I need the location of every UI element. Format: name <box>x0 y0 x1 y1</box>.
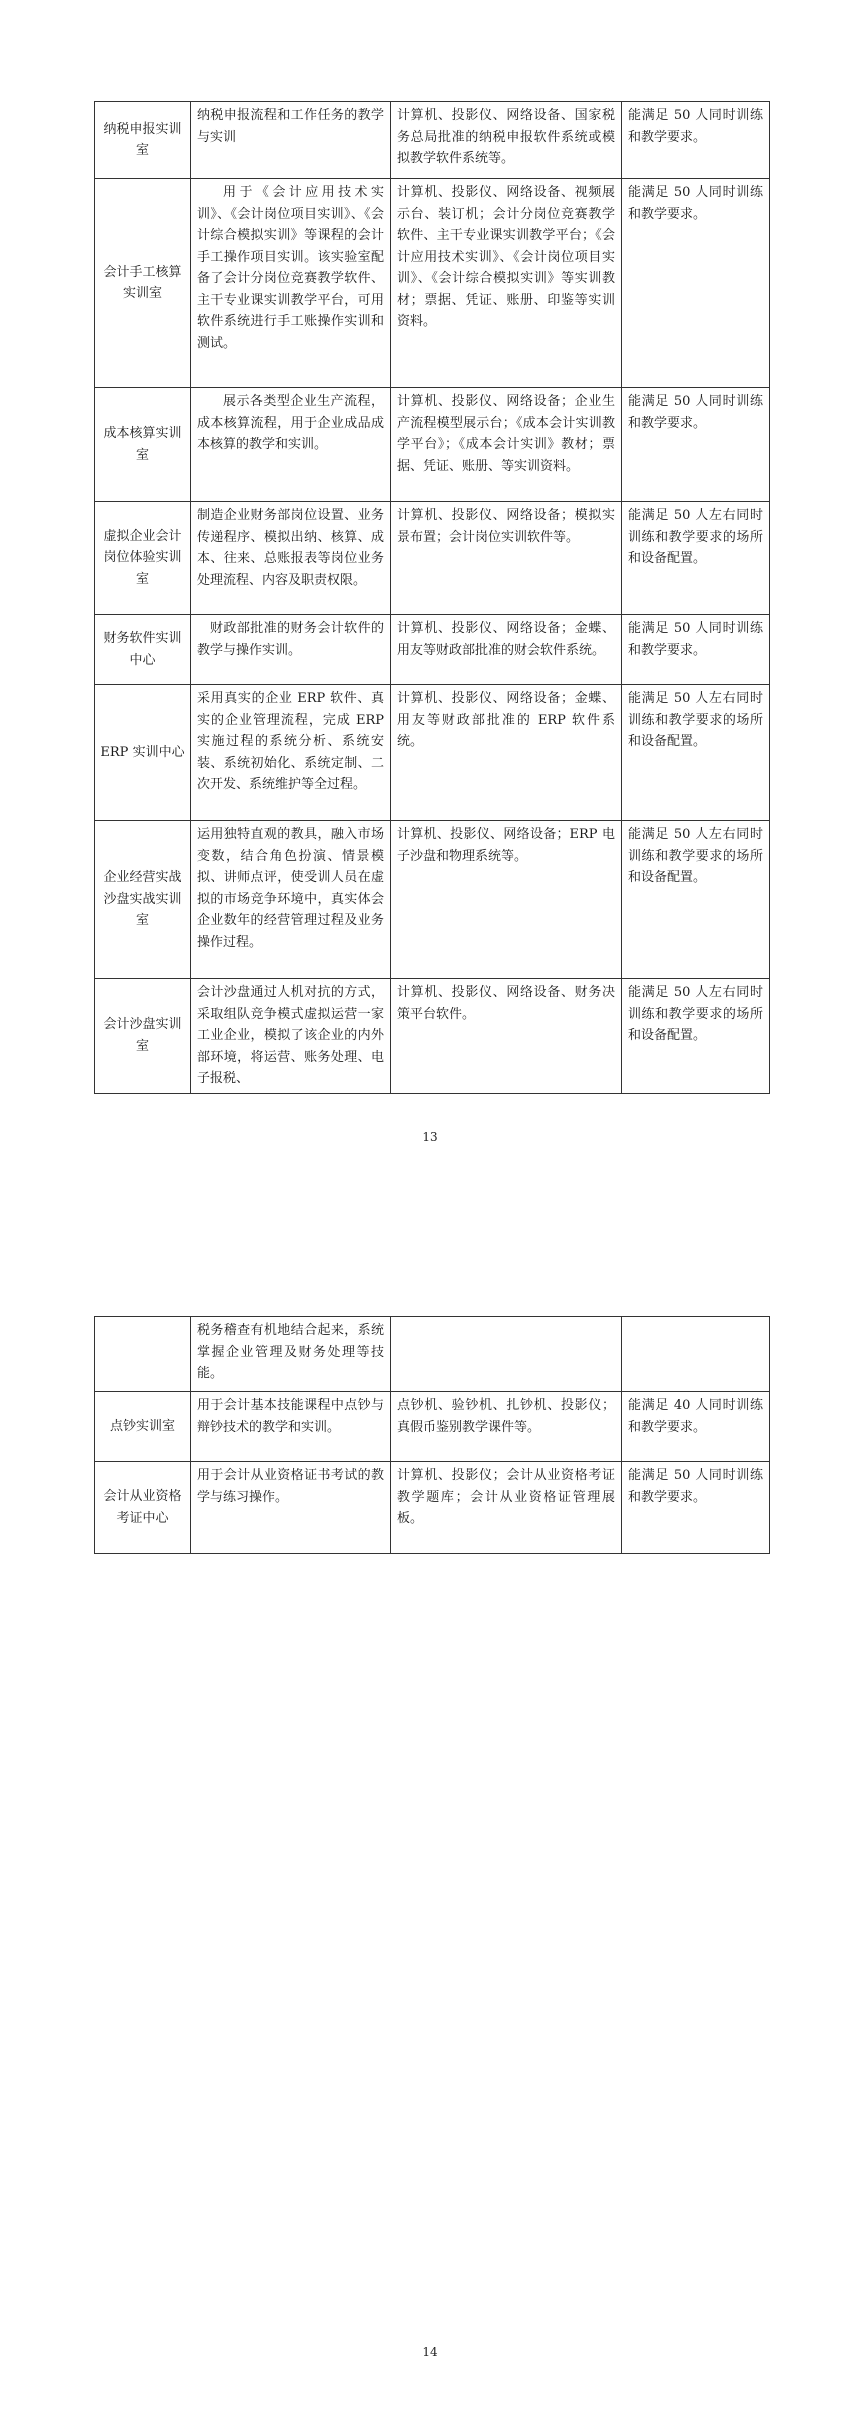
equipment-cell: 计算机、投影仪、网络设备；模拟实景布置；会计岗位实训软件等。 <box>391 502 622 615</box>
lab-name-cell <box>95 1317 191 1392</box>
lab-name-cell: 财务软件实训中心 <box>95 615 191 685</box>
capacity-cell: 能满足 50 人左右同时训练和教学要求的场所和设备配置。 <box>622 979 770 1094</box>
lab-name-cell: ERP 实训中心 <box>95 685 191 821</box>
page-number: 13 <box>422 1130 438 1144</box>
capacity-cell: 能满足 50 人同时训练和教学要求。 <box>622 102 770 179</box>
function-cell: 纳税申报流程和工作任务的教学与实训 <box>191 102 391 179</box>
table-row <box>95 102 770 179</box>
lab-name-cell: 会计从业资格考证中心 <box>95 1462 191 1554</box>
equipment-cell: 计算机、投影仪；会计从业资格考证教学题库；会计从业资格证管理展板。 <box>391 1462 622 1554</box>
equipment-cell: 计算机、投影仪、网络设备；ERP 电子沙盘和物理系统等。 <box>391 821 622 979</box>
lab-name-cell: 企业经营实战沙盘实战实训室 <box>95 821 191 979</box>
function-cell: 财政部批准的财务会计软件的教学与操作实训。 <box>191 615 391 685</box>
table-row <box>95 1392 770 1462</box>
table-row <box>95 502 770 615</box>
function-cell: 会计沙盘通过人机对抗的方式，采取组队竞争模式虚拟运营一家工业企业，模拟了该企业的内外部环境，将运营、账务处理、电子报税、 <box>191 979 391 1094</box>
function-cell: 运用独特直观的教具，融入市场变数，结合角色扮演、情景模拟、讲师点评，使受训人员在虚拟的市场竞争环境中，真实体会企业数年的经营管理过程及业务操作过程。 <box>191 821 391 979</box>
function-cell: 税务稽查有机地结合起来，系统掌握企业管理及财务处理等技能。 <box>191 1317 391 1392</box>
table-row <box>95 1317 770 1392</box>
lab-name-cell: 点钞实训室 <box>95 1392 191 1462</box>
equipment-cell: 计算机、投影仪、网络设备；金蝶、用友等财政部批准的财会软件系统。 <box>391 615 622 685</box>
table-row <box>95 979 770 1094</box>
function-cell: 展示各类型企业生产流程，成本核算流程，用于企业成品成本核算的教学和实训。 <box>191 388 391 502</box>
capacity-cell: 能满足 50 人同时训练和教学要求。 <box>622 179 770 388</box>
capacity-cell: 能满足 50 人同时训练和教学要求。 <box>622 1462 770 1554</box>
function-cell: 制造企业财务部岗位设置、业务传递程序、模拟出纳、核算、成本、往来、总账报表等岗位业务处理流程、内容及职责权限。 <box>191 502 391 615</box>
capacity-cell <box>622 1317 770 1392</box>
capacity-cell: 能满足 50 人同时训练和教学要求。 <box>622 615 770 685</box>
capacity-cell: 能满足 50 人同时训练和教学要求。 <box>622 388 770 502</box>
table-body <box>95 1317 770 1554</box>
function-cell: 采用真实的企业 ERP 软件、真实的企业管理流程，完成 ERP 实施过程的系统分析、系统安装、系统初始化、系统定制、二次开发、系统维护等全过程。 <box>191 685 391 821</box>
function-cell: 用于《会计应用技术实训》、《会计岗位项目实训》、《会计综合模拟实训》等课程的会计手工操作项目实训。该实验室配备了会计分岗位竞赛教学软件、主干专业课实训教学平台，可用软件系统进行手工账操作实训和测试。 <box>191 179 391 388</box>
function-cell: 用于会计基本技能课程中点钞与辩钞技术的教学和实训。 <box>191 1392 391 1462</box>
equipment-cell: 计算机、投影仪、网络设备、国家税务总局批准的纳税申报软件系统或模拟教学软件系统等。 <box>391 102 622 179</box>
table-row <box>95 821 770 979</box>
lab-name-cell: 虚拟企业会计岗位体验实训室 <box>95 502 191 615</box>
capacity-cell: 能满足 40 人同时训练和教学要求。 <box>622 1392 770 1462</box>
lab-name-cell: 纳税申报实训室 <box>95 102 191 179</box>
table-row <box>95 615 770 685</box>
table-row <box>95 1462 770 1554</box>
table-body <box>95 102 770 1094</box>
lab-name-cell: 成本核算实训室 <box>95 388 191 502</box>
equipment-cell: 计算机、投影仪、网络设备；金蝶、用友等财政部批准的 ERP 软件系统。 <box>391 685 622 821</box>
function-cell: 用于会计从业资格证书考试的教学与练习操作。 <box>191 1462 391 1554</box>
equipment-cell: 计算机、投影仪、网络设备；企业生产流程模型展示台；《成本会计实训教学平台》；《成本会计实训》教材；票据、凭证、账册、等实训资料。 <box>391 388 622 502</box>
equipment-cell <box>391 1317 622 1392</box>
equipment-cell: 计算机、投影仪、网络设备、视频展示台、装订机；会计分岗位竞赛教学软件、主干专业课实训教学平台；《会计应用技术实训》、《会计岗位项目实训》、《会计综合模拟实训》等实训教材；票据、凭证、账册、印鉴等实训资料。 <box>391 179 622 388</box>
capacity-cell: 能满足 50 人左右同时训练和教学要求的场所和设备配置。 <box>622 685 770 821</box>
lab-name-cell: 会计手工核算实训室 <box>95 179 191 388</box>
table-row <box>95 388 770 502</box>
equipment-cell: 点钞机、验钞机、扎钞机、投影仪；真假币鉴别教学课件等。 <box>391 1392 622 1462</box>
table-row <box>95 685 770 821</box>
lab-name-cell: 会计沙盘实训室 <box>95 979 191 1094</box>
capacity-cell: 能满足 50 人左右同时训练和教学要求的场所和设备配置。 <box>622 821 770 979</box>
capacity-cell: 能满足 50 人左右同时训练和教学要求的场所和设备配置。 <box>622 502 770 615</box>
equipment-cell: 计算机、投影仪、网络设备、财务决策平台软件。 <box>391 979 622 1094</box>
table-row <box>95 179 770 388</box>
page-number: 14 <box>422 2345 438 2359</box>
lab-facilities-table-page-13 <box>94 101 770 1094</box>
lab-facilities-table-page-14 <box>94 1316 770 1554</box>
